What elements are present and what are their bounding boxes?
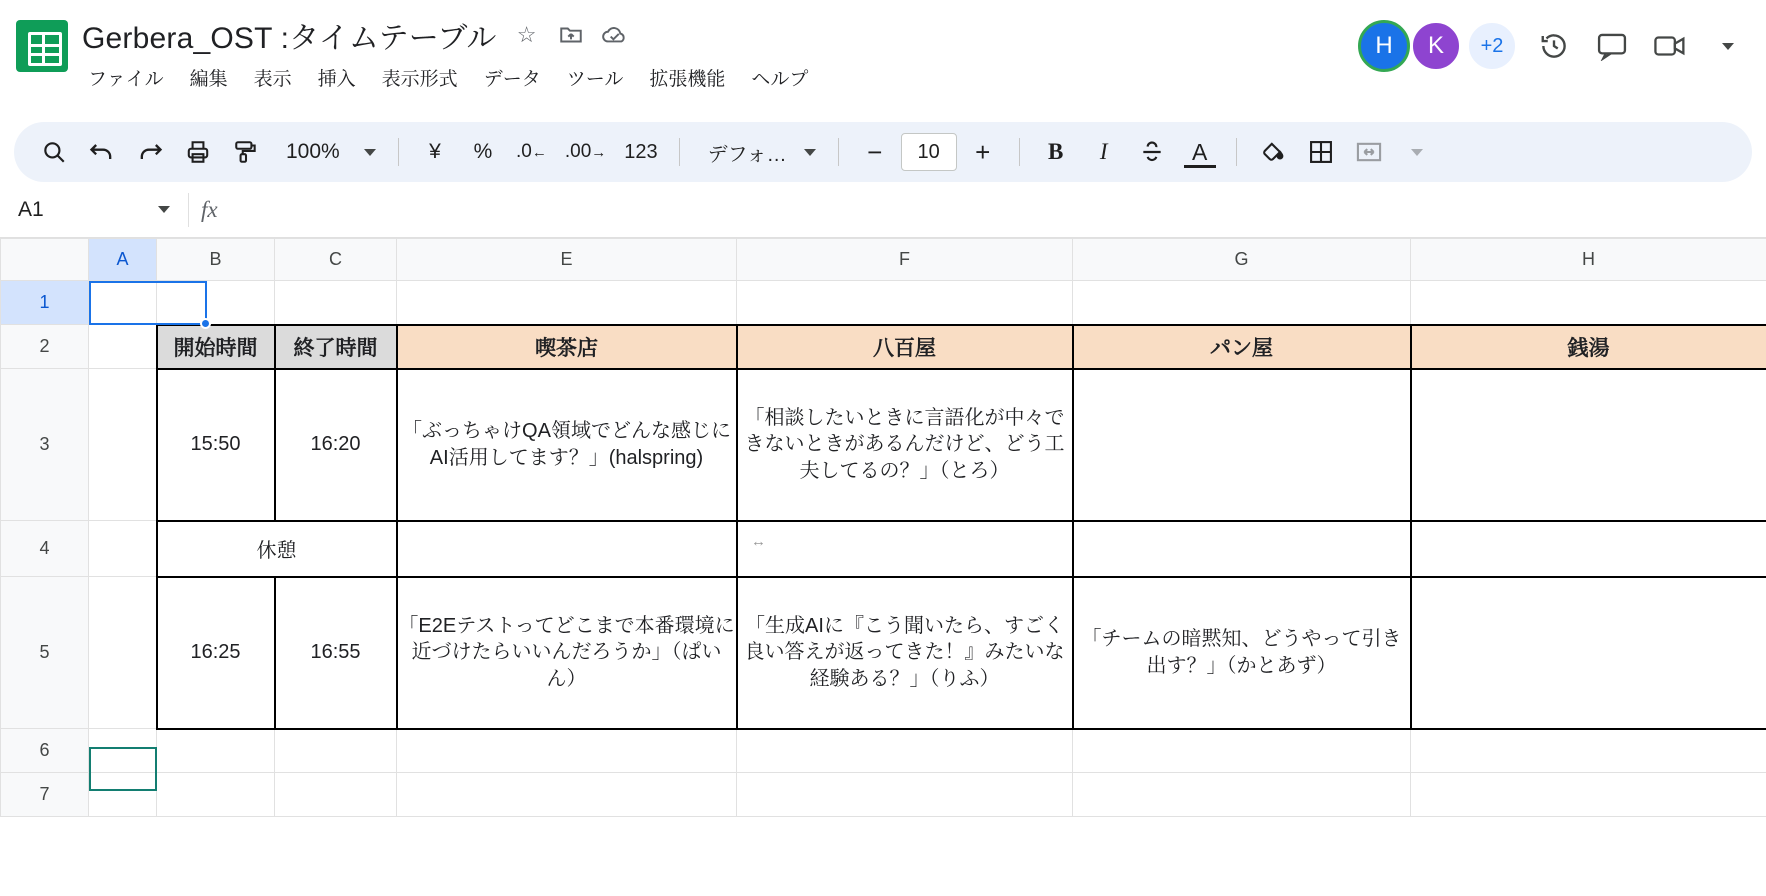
table-row — [1, 281, 1766, 325]
cell-E4[interactable] — [397, 521, 737, 577]
menu-bar — [82, 60, 1358, 94]
name-box[interactable] — [18, 198, 188, 222]
cell-B4-merged[interactable]: 休憩 — [157, 521, 397, 577]
toolbar-divider-5 — [1236, 138, 1237, 166]
increase-font-size-button[interactable]: + — [975, 136, 991, 167]
more-formats-button[interactable]: 123 — [624, 140, 658, 163]
cell-A5[interactable] — [89, 577, 157, 729]
cell-F6[interactable] — [737, 729, 1073, 773]
cell-H2[interactable]: 銭湯 — [1411, 325, 1766, 369]
column-resize-indicator: ↔ — [751, 533, 766, 550]
decrease-font-size-button[interactable]: − — [867, 136, 883, 167]
toolbar-divider-2 — [679, 138, 680, 166]
zoom-value: 100% — [286, 140, 340, 163]
increase-decimal-icon[interactable]: .00 → — [564, 141, 607, 162]
cell-H4[interactable] — [1411, 521, 1766, 577]
cell-H3[interactable] — [1411, 369, 1766, 521]
toolbar-divider — [398, 138, 399, 166]
cell-E6[interactable] — [397, 729, 737, 773]
sheets-logo-icon — [16, 20, 68, 72]
row-header-6[interactable]: 6 — [1, 729, 89, 773]
text-color-button[interactable]: A — [1178, 130, 1222, 174]
percent-format-icon[interactable]: % — [473, 140, 493, 163]
document-title[interactable]: Gerbera_OST :タイムテーブル — [82, 22, 497, 55]
row-header-4[interactable]: 4 — [1, 521, 89, 577]
avatar-h[interactable]: H — [1358, 20, 1410, 72]
table-row — [1, 729, 1766, 773]
column-header-C[interactable]: C — [275, 239, 397, 281]
sheet-table — [0, 238, 1766, 817]
cell-F7[interactable] — [737, 773, 1073, 817]
row-header-7[interactable]: 7 — [1, 773, 89, 817]
redo-icon[interactable] — [128, 130, 172, 174]
select-all-corner[interactable] — [1, 239, 89, 281]
paint-format-icon[interactable] — [224, 130, 268, 174]
cell-H6[interactable] — [1411, 729, 1766, 773]
merge-caret-icon[interactable] — [1395, 130, 1439, 174]
cell-H1[interactable] — [1411, 281, 1766, 325]
menu-format[interactable]: 表示形式 — [381, 68, 458, 90]
cell-A6[interactable] — [89, 729, 157, 773]
cell-G6[interactable] — [1073, 729, 1411, 773]
column-header-E[interactable]: E — [397, 239, 737, 281]
top-right-controls — [1358, 20, 1750, 72]
chevron-down-icon — [364, 149, 376, 156]
spreadsheet-grid[interactable] — [0, 238, 1766, 858]
table-row — [1, 577, 1766, 729]
comments-icon[interactable] — [1590, 24, 1634, 68]
menu-tools[interactable]: ツール — [566, 68, 624, 90]
cell-F1[interactable] — [737, 281, 1073, 325]
cell-C7[interactable] — [275, 773, 397, 817]
cell-E1[interactable] — [397, 281, 737, 325]
formatting-toolbar — [14, 122, 1752, 182]
row-header-2[interactable]: 2 — [1, 325, 89, 369]
table-row — [1, 369, 1766, 521]
cell-H5[interactable] — [1411, 577, 1766, 729]
undo-icon[interactable] — [80, 130, 124, 174]
bold-button[interactable]: B — [1047, 139, 1064, 164]
cell-B2[interactable]: 開始時間 — [157, 325, 275, 369]
cell-G2[interactable]: パン屋 — [1073, 325, 1411, 369]
cell-G7[interactable] — [1073, 773, 1411, 817]
row-header-3[interactable]: 3 — [1, 369, 89, 521]
cell-B6[interactable] — [157, 729, 275, 773]
zoom-selector[interactable] — [272, 130, 384, 174]
cell-E7[interactable] — [397, 773, 737, 817]
star-icon[interactable]: ☆ — [516, 22, 537, 47]
column-header-F[interactable]: F — [737, 239, 1073, 281]
title-row — [82, 10, 1358, 60]
cell-G5[interactable]: 「チームの暗黙知、どうやって引き出す？」（かとあず） — [1073, 577, 1411, 729]
menu-file[interactable]: ファイル — [88, 68, 164, 90]
cell-G3[interactable] — [1073, 369, 1411, 521]
print-icon[interactable] — [176, 130, 220, 174]
cell-A2[interactable] — [89, 325, 157, 369]
italic-button[interactable]: I — [1099, 139, 1108, 164]
font-name: デフォ… — [707, 143, 787, 166]
formula-bar-divider — [188, 193, 189, 227]
name-box-value: A1 — [18, 197, 44, 221]
toolbar-divider-4 — [1019, 138, 1020, 166]
cell-A1[interactable] — [89, 281, 157, 325]
cell-C5[interactable]: 16:55 — [275, 577, 397, 729]
currency-format-icon[interactable]: ¥ — [429, 140, 441, 163]
meet-icon[interactable] — [1648, 24, 1692, 68]
table-row — [1, 773, 1766, 817]
menu-data[interactable]: データ — [483, 68, 541, 90]
font-size-input[interactable]: 10 — [901, 133, 957, 171]
cell-G4[interactable] — [1073, 521, 1411, 577]
cell-B7[interactable] — [157, 773, 275, 817]
decrease-decimal-icon[interactable]: .0 ← — [516, 141, 547, 162]
cell-E5[interactable]: 「E2Eテストってどこまで本番環境に近づけたらいいんだろうか」（ぱいん） — [397, 577, 737, 729]
cloud-saved-icon[interactable] — [601, 21, 629, 49]
column-header-G[interactable]: G — [1073, 239, 1411, 281]
cell-B3[interactable]: 15:50 — [157, 369, 275, 521]
fill-color-icon[interactable] — [1251, 130, 1295, 174]
cell-E2[interactable]: 喫茶店 — [397, 325, 737, 369]
meet-caret-icon[interactable] — [1706, 24, 1750, 68]
cell-A7[interactable] — [89, 773, 157, 817]
avatar-k[interactable]: K — [1410, 20, 1462, 72]
row-header-5[interactable]: 5 — [1, 577, 89, 729]
merge-cells-icon[interactable] — [1347, 130, 1391, 174]
title-and-menu — [82, 10, 1358, 94]
column-header-A[interactable]: A — [89, 239, 157, 281]
cell-F2[interactable]: 八百屋 — [737, 325, 1073, 369]
version-history-icon[interactable] — [1532, 24, 1576, 68]
cell-G1[interactable] — [1073, 281, 1411, 325]
cell-B1[interactable] — [157, 281, 275, 325]
cell-A4[interactable] — [89, 521, 157, 577]
cell-F3[interactable]: 「相談したいときに言語化が中々できないときがあるんだけど、どう工夫してるの？」（とろ） — [737, 369, 1073, 521]
formula-bar — [0, 182, 1766, 238]
chevron-down-icon-font — [804, 149, 816, 156]
top-bar — [0, 0, 1766, 118]
cell-H7[interactable] — [1411, 773, 1766, 817]
avatar-more[interactable]: +2 — [1466, 20, 1518, 72]
font-selector[interactable] — [694, 130, 824, 174]
name-box-caret-icon[interactable] — [158, 206, 170, 213]
strikethrough-button[interactable] — [1130, 130, 1174, 174]
borders-icon[interactable] — [1299, 130, 1343, 174]
toolbar-divider-3 — [838, 138, 839, 166]
table-row — [1, 521, 1766, 577]
cell-B5[interactable]: 16:25 — [157, 577, 275, 729]
cell-C1[interactable] — [275, 281, 397, 325]
column-header-H[interactable]: H — [1411, 239, 1766, 281]
menu-view[interactable]: 表示 — [253, 68, 292, 90]
move-to-folder-icon[interactable] — [557, 21, 585, 49]
fx-icon: fx — [201, 196, 218, 222]
menu-extensions[interactable]: 拡張機能 — [649, 68, 726, 90]
table-row — [1, 325, 1766, 369]
menu-edit[interactable]: 編集 — [189, 68, 228, 90]
cell-E3[interactable]: 「ぶっちゃけQA領域でどんな感じにAI活用してます？」(halspring) — [397, 369, 737, 521]
cell-C6[interactable] — [275, 729, 397, 773]
menu-help[interactable]: ヘルプ — [751, 68, 809, 90]
cell-C3[interactable]: 16:20 — [275, 369, 397, 521]
search-icon[interactable] — [32, 130, 76, 174]
column-header-row — [1, 239, 1766, 281]
cell-A3[interactable] — [89, 369, 157, 521]
row-header-1[interactable]: 1 — [1, 281, 89, 325]
cell-F5[interactable]: 「生成AIに『こう聞いたら、すごく良い答えが返ってきた！』みたいな経験ある？」（りふ） — [737, 577, 1073, 729]
menu-insert[interactable]: 挿入 — [317, 68, 356, 90]
cell-F4[interactable] — [737, 521, 1073, 577]
column-header-B[interactable]: B — [157, 239, 275, 281]
cell-C2[interactable]: 終了時間 — [275, 325, 397, 369]
